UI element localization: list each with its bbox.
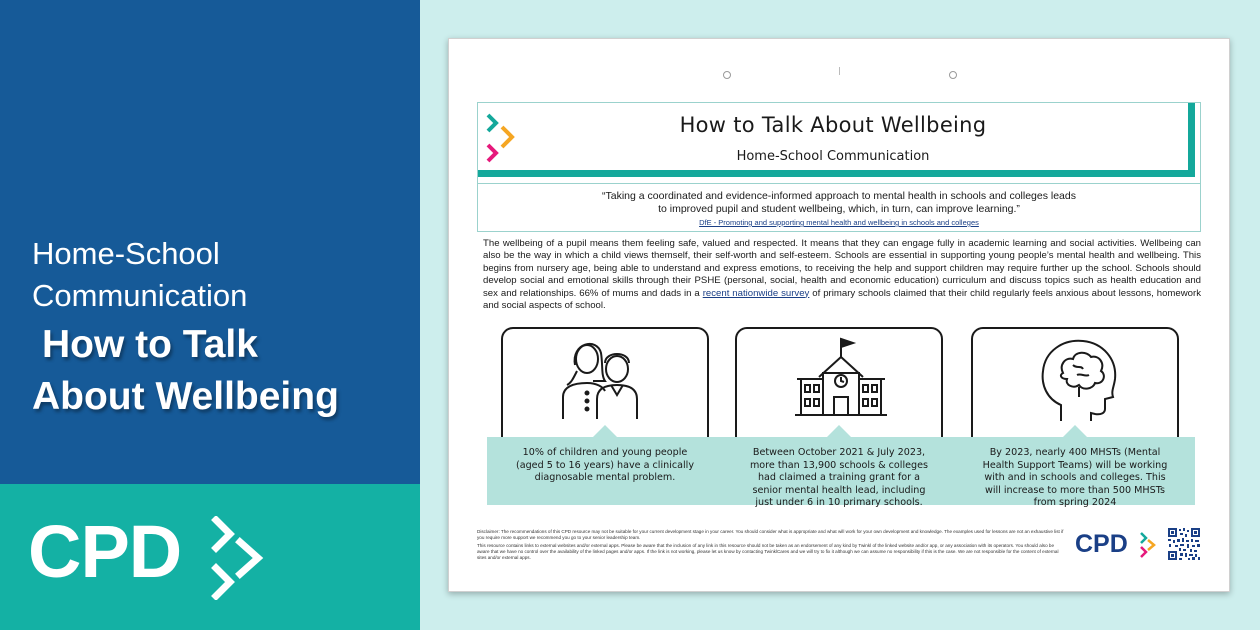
intro-paragraph	[483, 238, 1201, 312]
center-mark	[839, 67, 840, 75]
quote-line2: to improved pupil and student wellbeing, which, in turn, can improve learning.”	[658, 203, 1020, 215]
paragraph-text-end: of primary schools claimed that their child regularly feels anxious about lessons, homework and social aspects of school.	[483, 287, 1201, 312]
stat-notch-3	[1063, 425, 1087, 437]
document-header-inner	[478, 103, 1195, 177]
document-title: How to Talk About Wellbeing	[679, 113, 987, 137]
stat-text-2: Between October 2021 & July 2023, more than 13,900 schools & colleges had claimed a training grant for a senior mental health lead, including just under 6 in 10 primary schools.	[749, 447, 929, 509]
banner-title-line2: About Wellbeing	[32, 375, 339, 418]
disclaimer-paragraph-2: This resource contains links to external websites and/or external apps. Please be aware that the inclusion of any link in this resource should not be taken as an endorsement of any kind by Twinkl of the linked website and/or app, or any association with its operators. You should also be aware that we have no control over the availability of the linked pages and/or apps. If the link is not working, please let us know by contacting TwinklCares and we will try to fix it although we can assume no responsibility if this is the case. We are not responsible for the content of external sites and/or external apps.	[477, 543, 1059, 560]
footer-chevrons-icon	[1139, 531, 1159, 559]
banner-subtitle-line1: Home-School	[32, 236, 220, 271]
family-icon	[553, 335, 653, 425]
brain-head-icon	[1027, 335, 1127, 425]
cpd-chevron-icon	[210, 516, 272, 600]
disclaimer-paragraph-1: Disclaimer: The recommendations of this CPD resource may not be suitable for your current development stage in your career. You should consider what is appropriate and what will work for your own development and knowledge. The examples used for lessons are not an exhaustive list if you require more support we recommend you go to your senior leadership team.	[477, 529, 1064, 540]
document-preview	[448, 38, 1230, 592]
survey-link[interactable]: recent nationwide survey	[702, 287, 810, 299]
punch-hole-left	[723, 71, 731, 79]
banner-title-line1: How to Talk	[42, 323, 258, 366]
footer-cpd-logo: CPD	[1075, 530, 1128, 558]
qr-code-icon[interactable]	[1167, 527, 1201, 561]
quote-box	[477, 184, 1201, 232]
quote-line1: “Taking a coordinated and evidence-informed approach to mental health in schools and colleges leads	[602, 190, 1076, 202]
stat-text-1: 10% of children and young people (aged 5 to 16 years) have a clinically diagnosable mental problem.	[515, 447, 695, 484]
cpd-logo-text: CPD	[28, 510, 182, 593]
stat-notch-2	[827, 425, 851, 437]
disclaimer	[477, 529, 1067, 563]
document-subtitle: Home-School Communication	[736, 149, 930, 164]
school-building-icon	[791, 335, 891, 425]
stat-notch-1	[593, 425, 617, 437]
document-header	[477, 102, 1201, 184]
banner-subtitle-line2: Communication	[32, 278, 248, 313]
punch-hole-right	[949, 71, 957, 79]
paragraph-text-start: The wellbeing of a pupil means them feeling safe, valued and respected. It means that they can engage fully in academic learning and social activities. Wellbeing can also be the way in which a child views themself, their self-worth and self-esteem. Schools are essential in supporting young people’s mental health and wellbeing. This begins from nursery age, being able to understand and express emotions, to receiving the help and support children may require further up the school. Schools should develop social and emotional skills through their PSHE (personal, social, health and economic education) curriculum and discuss topics such as health education and sex and relationships. 66% of mums and dads in a	[483, 238, 1201, 299]
stat-text-3: By 2023, nearly 400 MHSTs (Mental Health Support Teams) will be working with and in schools and colleges. This will increase to more than 500 MHSTs from spring 2024	[982, 447, 1168, 509]
quote-source-link[interactable]: DfE - Promoting and supporting mental health and wellbeing in schools and colleges	[699, 218, 979, 227]
